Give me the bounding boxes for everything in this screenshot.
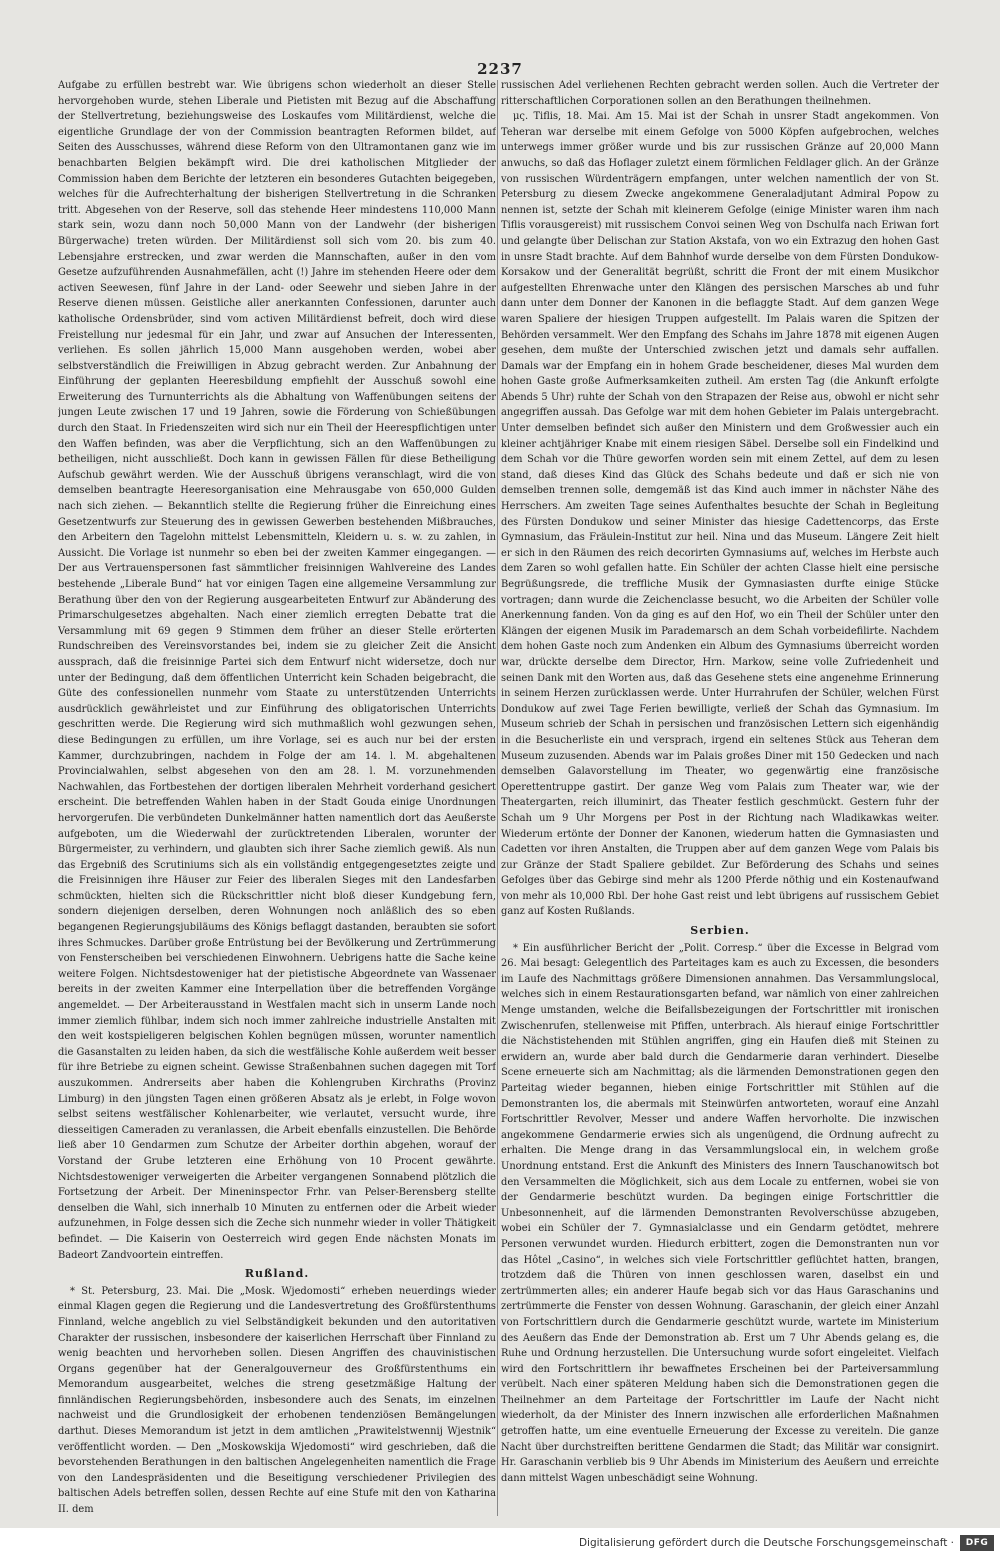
column-divider	[497, 80, 498, 1516]
article-paragraph: μς. Tiflis, 18. Mai. Am 15. Mai ist der Schah in unsrer Stadt angekommen. Von Teheran war derselbe mit einem Gefolge von 5000 Köpfen aufgebrochen, welches unterwegs immer größer wurde und bis zur russischen Gränze auf 20,000 Mann anwuchs, so daß das Hoflager zuletzt einem förmlichen Feldlager glich. An der Gränze von russischen Würdenträgern empfangen, unter welchen namentlich der von St. Petersburg zu diesem Zwecke angekommene Generaladjutant Admiral Popow zu nennen ist, setzte der Schah mit kleinerem Gefolge (einige Minister waren ihm nach Tiflis vorausgereist) mit russischem Convoi seinen Weg von Dschulfa nach Eriwan fort und gelangte über Delischan zur Station Akstafa, von wo ein Extrazug den hohen Gast in unsre Stadt brachte. Auf dem Bahnhof wurde derselbe von dem Fürsten Dondukow-Korsakow und der Generalität begrüßt, schritt die Front der mit einem Musikchor aufgestellten Ehrenwache unter den Klängen des persischen Marsches ab und fuhr dann unter dem Donner der Kanonen in die beflaggte Stadt. Auf dem ganzen Wege waren Spaliere der hiesigen Truppen aufgestellt. Im Palais waren die Spitzen der Behörden versammelt. Wer den Empfang des Schahs im Jahre 1878 mit eigenen Augen gesehen, dem mußte der Unterschied zwischen jetzt und damals sehr auffallen. Damals war der Empfang ein in hohem Grade bescheidener, dieses Mal wurden dem hohen Gaste große Aufmerksamkeiten zutheil. Am ersten Tag (die Ankunft erfolgte Abends 5 Uhr) ruhte der Schah von den Strapazen der Reise aus, obwohl er nicht sehr angegriffen aussah. Das Gefolge war mit dem hohen Gebieter im Palais untergebracht. Unter demselben befindet sich außer den Ministern und dem Großwessier auch ein kleiner achtjähriger Knabe mit einem riesigen Säbel. Derselbe soll ein Findelkind und dem Schah vor die Thüre geworfen worden sein mit einem Zettel, auf dem zu lesen stand, daß dieses Kind das Glück des Schahs bedeute und daß er sich nie von demselben trennen solle, demgemäß ist das Kind auch immer in nächster Nähe des Herrschers. Am zweiten Tage seines Aufenthaltes besuchte der Schah in Begleitung des Fürsten Dondukow und seiner Minister das hiesige Cadettencorps, das Erste Gymnasium, das Fräulein-Institut zur heil. Nina und das Museum. Längere Zeit hielt er sich in den Räumen des reich decorirten Gymnasiums auf, welches im Herbste auch dem Zaren so wohl gefallen hatte. Ein Schüler der achten Classe hielt eine persische Begrüßungsrede, die treffliche Musik der Gymnasiasten durfte einige Stücke vortragen; dann wurde die Zeichenclasse besucht, wo die Arbeiten der Schüler volle Anerkennung fanden. Von da ging es auf den Hof, wo ein Theil der Schüler unter den Klängen der eigenen Musik im Parademarsch an dem Schah vorbeidefilirte. Nachdem dem hohen Gaste noch zum Andenken ein Album des Gymnasiums überreicht worden war, drückte derselbe dem Director, Hrn. Markow, seine volle Zufriedenheit und seinen Dank mit den Worten aus, daß das Gesehene stets eine angenehme Erinnerung in seinem Herzen zurücklassen werde. Unter Hurrahrufen der Schüler, welchen Fürst Dondukow auf zwei Tage Ferien bewilligte, verließ der Schah das Gymnasium. Im Museum schrieb der Schah in persischen und französischen Lettern sich eigenhändig in die Besucherliste ein und versprach, irgend ein seltenes Stück aus Teheran dem Museum zuzusenden. Abends war im Palais großes Diner mit 150 Gedecken und nach demselben Galavorstellung im Theater, wo gegenwärtig eine französische Operettentruppe gastirt. Der ganze Weg vom Palais zum Theater war, wie der Theatergarten, reich illuminirt, das Theater festlich geschmückt. Gestern fuhr der Schah um 9 Uhr Morgens per Post in der Richtung nach Wladikawkas weiter. Wiederum ertönte der Donner der Kanonen, wiederum hatten die Gymnasiasten und Cadetten vor ihren Anstalten, die Truppen aber auf dem ganzen Wege vom Palais bis zur Gränze der Stadt Spaliere gebildet. Zur Beförderung des Schahs und seines Gefolges über das Gebirge sind mehr als 1200 Pferde nöthig und ein Kostenaufwand von mehr als 10,000 Rbl. Der hohe Gast reist und lebt übrigens auf russischem Gebiet ganz auf Kosten Rußlands.	[501, 111, 939, 918]
right-column	[501, 78, 939, 1516]
left-column	[58, 78, 496, 1516]
article-paragraph: russischen Adel verliehenen Rechten gebracht werden sollen. Auch die Vertreter der ritterschaftlichen Corporationen sollen an den Berathungen theilnehmen.	[501, 80, 939, 107]
section-heading-serbien: Serbien.	[690, 924, 750, 938]
digitization-footer	[0, 1528, 1000, 1558]
dfg-logo: DFG	[960, 1535, 994, 1551]
funding-note: Digitalisierung gefördert durch die Deutsche Forschungsgemeinschaft ·	[578, 1537, 954, 1549]
article-paragraph: * St. Petersburg, 23. Mai. Die „Mosk. Wjedomosti“ erheben neuerdings wieder einmal Klagen gegen die Regierung und die Landesvertretung des Großfürstenthums Finnland, welche angeblich zu viel Selbständigkeit bekunden und den autoritativen Charakter der russischen, insbesondere der kaiserlichen Herrschaft über Finnland zu wenig beachten und hervorheben sollen. Diesen Angriffen des chauvinistischen Organs gegenüber hat der Generalgouverneur des Großfürstenthums ein Memorandum ausgearbeitet, welches die streng gesetzmäßige Haltung der finnländischen Regierungsbehörden, insbesondere auch des Senats, im einzelnen nachweist und die Grundlosigkeit der erhobenen tendenziösen Bemängelungen darthut. Dieses Memorandum ist jetzt in dem amtlichen „Prawitelstwennij Wjestnik“ veröffentlicht worden. — Den „Moskowskija Wjedomosti“ wird geschrieben, daß die bevorstehenden Berathungen in den baltischen Angelegenheiten namentlich die Frage von den Landespräsidenten und die Beseitigung verschiedener Privilegien des baltischen Adels betreffen sollen, dessen Rechte auf eine Stufe mit den von Katharina II. dem	[58, 1285, 496, 1516]
article-paragraph: * Ein ausführlicher Bericht der „Polit. Corresp.“ über die Excesse in Belgrad vom 26. Mai besagt: Gelegentlich des Parteitages kam es auch zu Excessen, die besonders im Laufe des Nachmittags größere Dimensionen annahmen. Das Versammlungslocal, welches sich in einem Restaurationsgarten befand, war nämlich von einer zahlreichen Menge umstanden, welche die Beifallsbezeigungen der Fortschrittler mit ironischen Zwischenrufen, stellenweise mit Pfiffen, unterbrach. Als hierauf einige Fortschrittler die Nächstistehenden mit Stühlen angriffen, ging ein Haufen dieß mit Steinen zu erwidern an, wurde aber bald durch die Gendarmerie daran verhindert. Dieselbe Scene erneuerte sich am Nachmittag; als die lärmenden Demonstrationen gegen den Parteitag wieder begannen, hieben einige Fortschrittler mit Stühlen auf die Demonstranten los, die abermals mit Steinwürfen antworteten, worauf eine Anzahl Fortschrittler Revolver, Messer und andere Waffen hervorholte. Die inzwischen angekommene Gendarmerie erwies sich als ungenügend, die Ordnung aufrecht zu erhalten. Die Menge drang in das Versammlungslocal ein, in welchem große Unordnung entstand. Erst die Ankunft des Ministers des Innern Tauschanowitsch bot den Versammelten die Möglichkeit, sich aus dem Locale zu entfernen, wobei sie von der Gendarmerie beschützt wurden. Da begingen einige Fortschrittler die Unbesonnenheit, auf die lärmenden Demonstranten Revolverschüsse abzugeben, wobei ein Schüler der 7. Gymnasialclasse und ein Gendarm getödtet, mehrere Personen verwundet wurden. Hiedurch erbittert, zogen die Demonstranten nun vor das Hôtel „Casino“, in welches sich viele Fortschrittler geflüchtet hatten, brangen, trotzdem daß die Thüren von innen geschlossen waren, daselbst ein und zertrümmerten alles; ein anderer Haufe begab sich vor das Haus Garaschanins und zertrümmerte die Fenster von dessen Wohnung. Garaschanin, der gleich einer Anzahl von Fortschrittlern durch die Gendarmerie geschützt wurde, wartete im Ministerium des Aeußern das Ende der Demonstration ab. Erst um 7 Uhr Abends gelang es, die Ruhe und Ordnung herzustellen. Die Untersuchung wurde sofort eingeleitet. Vielfach wird den Fortschrittlern ihr bewaffnetes Erscheinen bei der Parteiversammlung verübelt. Nach einer späteren Meldung haben sich die Demonstrationen gegen die Theilnehmer an dem Parteitage der Fortschrittler im Laufe der Nacht nicht wiederholt, da der Minister des Innern inzwischen alle erforderlichen Maßnahmen getroffen hatte, um eine eventuelle Erneuerung der Excesse zu vereiteln. Die ganze Nacht über durchstreiften berittene Gendarmen die Stadt; das Militär war consignirt. Hr. Garaschanin verblieb bis 9 Uhr Abends im Ministerium des Aeußern und erreichte dann mittelst Wagen unbeschädigt seine Wohnung.	[501, 942, 939, 1484]
article-paragraph: Aufgabe zu erfüllen bestrebt war. Wie übrigens schon wiederholt an dieser Stelle hervorgehoben wurde, stehen Liberale und Pietisten mit Bezug auf die Abschaffung der Stellvertretung, beziehungsweise des Loskaufes vom Militärdienst, welche die eigentliche Grundlage der von der Commission beantragten Reformen bildet, auf Seiten des Ausschusses, während diese Reform von den Ultramontanen ganz wie im benachbarten Belgien bekämpft wird. Die drei katholischen Mitglieder der Commission haben dem Berichte der letzteren ein besonderes Gutachten beigegeben, welches für die Aufrechterhaltung der bisherigen Stellvertretung in die Schranken tritt. Abgesehen von der Reserve, soll das stehende Heer mindestens 110,000 Mann stark sein, wozu dann noch 50,000 Mann von der Landwehr (der bisherigen Bürgerwache) treten würden. Der Militärdienst soll sich vom 20. bis zum 40. Lebensjahre erstrecken, und zwar werden die Mannschaften, außer in den vom Gesetze aufzuführenden Ausnahmefällen, acht (!) Jahre im stehenden Heere oder dem activen Seewesen, fünf Jahre in der Land- oder Seewehr und sieben Jahre in der Reserve dienen müssen. Geistliche aller anerkannten Confessionen, darunter auch katholische Ordensbrüder, sind vom activen Militärdienst befreit, doch wird diese Freistellung nur jedesmal für ein Jahr, und zwar auf Ansuchen der Interessenten, verliehen. Es sollen jährlich 15,000 Mann ausgehoben werden, wobei aber selbstverständlich die Freiwilligen in Abzug gebracht werden. Zur Anbahnung der Einführung der geplanten Heeresbildung empfiehlt der Ausschuß sowohl eine Erweiterung des Turnunterrichts als die Abhaltung von Waffenübungen seitens der jungen Leute zwischen 17 und 19 Jahren, sowie die Förderung von Schießübungen durch den Staat. In Friedenszeiten wird sich nur ein Theil der Heerespflichtigen unter den Waffen befinden, was aber die Verpflichtung, sich an den Waffenübungen zu betheiligen, nicht ausschließt. Doch kann in gewissen Fällen für diese Betheiligung Aufschub gewährt werden. Wie der Ausschuß übrigens veranschlagt, wird die von demselben beantragte Heeresorganisation eine Mehrausgabe von 650,000 Gulden nach sich ziehen. — Bekanntlich stellte die Regierung früher die Einreichung eines Gesetzentwurfs zur Steuerung des in gewissen Gewerben bestehenden Mißbrauches, den Arbeitern den Tagelohn mittelst Lebensmitteln, Kleidern u. s. w. zu zahlen, in Aussicht. Die Vorlage ist nunmehr so eben bei der zweiten Kammer eingegangen. — Der aus Vertrauenspersonen fast sämmtlicher freisinnigen Wahlvereine des Landes bestehende „Liberale Bund“ hat vor einigen Tagen eine allgemeine Versammlung zur Berathung über den von der Regierung ausgearbeiteten Entwurf zur Abänderung des Primarschulgesetzes abgehalten. Nach einer ziemlich erregten Debatte trat die Versammlung mit 69 gegen 9 Stimmen dem früher an dieser Stelle erörterten Rundschreiben des Vereinsvorstandes bei, indem sie zu gleicher Zeit die Ansicht aussprach, daß die freisinnige Partei sich dem Entwurf nicht widersetze, doch nur unter der Bedingung, daß dem öffentlichen Unterricht kein Schaden beigebracht, die Güte des confessionellen nunmehr vom Staate zu unterstützenden Unterrichts ausdrücklich gewährleistet und zur Einführung des obligatorischen Unterrichts geschritten werde. Die Regierung wird sich muthmaßlich wohl gezwungen sehen, diese Bedingungen zu erfüllen, um ihre Vorlage, sei es auch nur bei der ersten Kammer, durchzubringen, nachdem in Folge der am 14. l. M. abgehaltenen Provincialwahlen, selbst abgesehen von den am 28. l. M. vorzunehmenden Nachwahlen, das Fortbestehen der dortigen liberalen Mehrheit vorderhand gesichert erscheint. Die betreffenden Wahlen haben in der Stadt Gouda einige Unordnungen hervorgerufen. Die verbündeten Dunkelmänner hatten namentlich dort das Aeußerste aufgeboten, um die Wiederwahl der zurücktretenden Liberalen, worunter der Bürgermeister, zu verhindern, und glaubten sich ihrer Sache ziemlich gewiß. Als nun das Ergebniß des Scrutiniums sich als ein vollständig entgegengesetztes zeigte und die Freisinnigen ihre Häuser zur Feier des liberalen Sieges mit den Landesfarben schmückten, hielten sich die Rückschrittler nicht bloß dieser Kundgebung fern, sondern diejenigen derselben, deren Wohnungen noch anläßlich des so eben begangenen Regierungsjubiläums des Königs beflaggt dastanden, beraubten sie sofort ihres Schmuckes. Darüber große Entrüstung bei der Bevölkerung und Zertrümmerung von Fensterscheiben bei verschiedenen Einwohnern. Uebrigens hatte die Sache keine weitere Folgen. Nichtsdestoweniger hat der pietistische Abgeordnete van Wassenaer bereits in der zweiten Kammer eine Interpellation über die betreffenden Vorgänge angemeldet. — Der Arbeiterausstand in Westfalen macht sich in unserm Lande noch immer ziemlich fühlbar, indem sich noch immer zahlreiche industrielle Anstalten mit den weit kostspieligeren belgischen Kohlen begnügen müssen, worunter namentlich die Gasanstalten zu leiden haben, da sich die westfälische Kohle außerdem weit besser für ihre Betriebe zu eignen scheint. Gewisse Straßenbahnen suchen dagegen mit Torf auszukommen. Andrerseits aber haben die Kohlengruben Kirchraths (Provinz Limburg) in den jüngsten Tagen einen größeren Absatz als je erlebt, in Folge wovon selbst seitens westfälischer Kohlenarbeiter, wie verlautet, versucht wurde, ihre diesseitigen Cameraden zu veranlassen, die Arbeit ebenfalls einzustellen. Die Behörde ließ aber 10 Gendarmen zum Schutze der Arbeiter dorthin abgehen, worauf der Vorstand der Grube letzteren eine Erhöhung von 10 Procent gewährte. Nichtsdestoweniger verweigerten die Arbeiter vergangenen Sonnabend plötzlich die Fortsetzung der Arbeit. Der Mineninspector Frhr. van Pelser-Berensberg stellte denselben die Wahl, sich innerhalb 10 Minuten zu entfernen oder die Arbeit wieder aufzunehmen, in Folge dessen sich die Zeche sich nunmehr wieder in voller Thätigkeit befindet. — Die Kaiserin von Oesterreich wird gegen Ende nächsten Monats im Badeort Zandvoortein eintreffen.	[58, 80, 496, 1261]
section-heading-russland: Rußland.	[244, 1267, 310, 1281]
page-number: 2237	[477, 60, 523, 78]
